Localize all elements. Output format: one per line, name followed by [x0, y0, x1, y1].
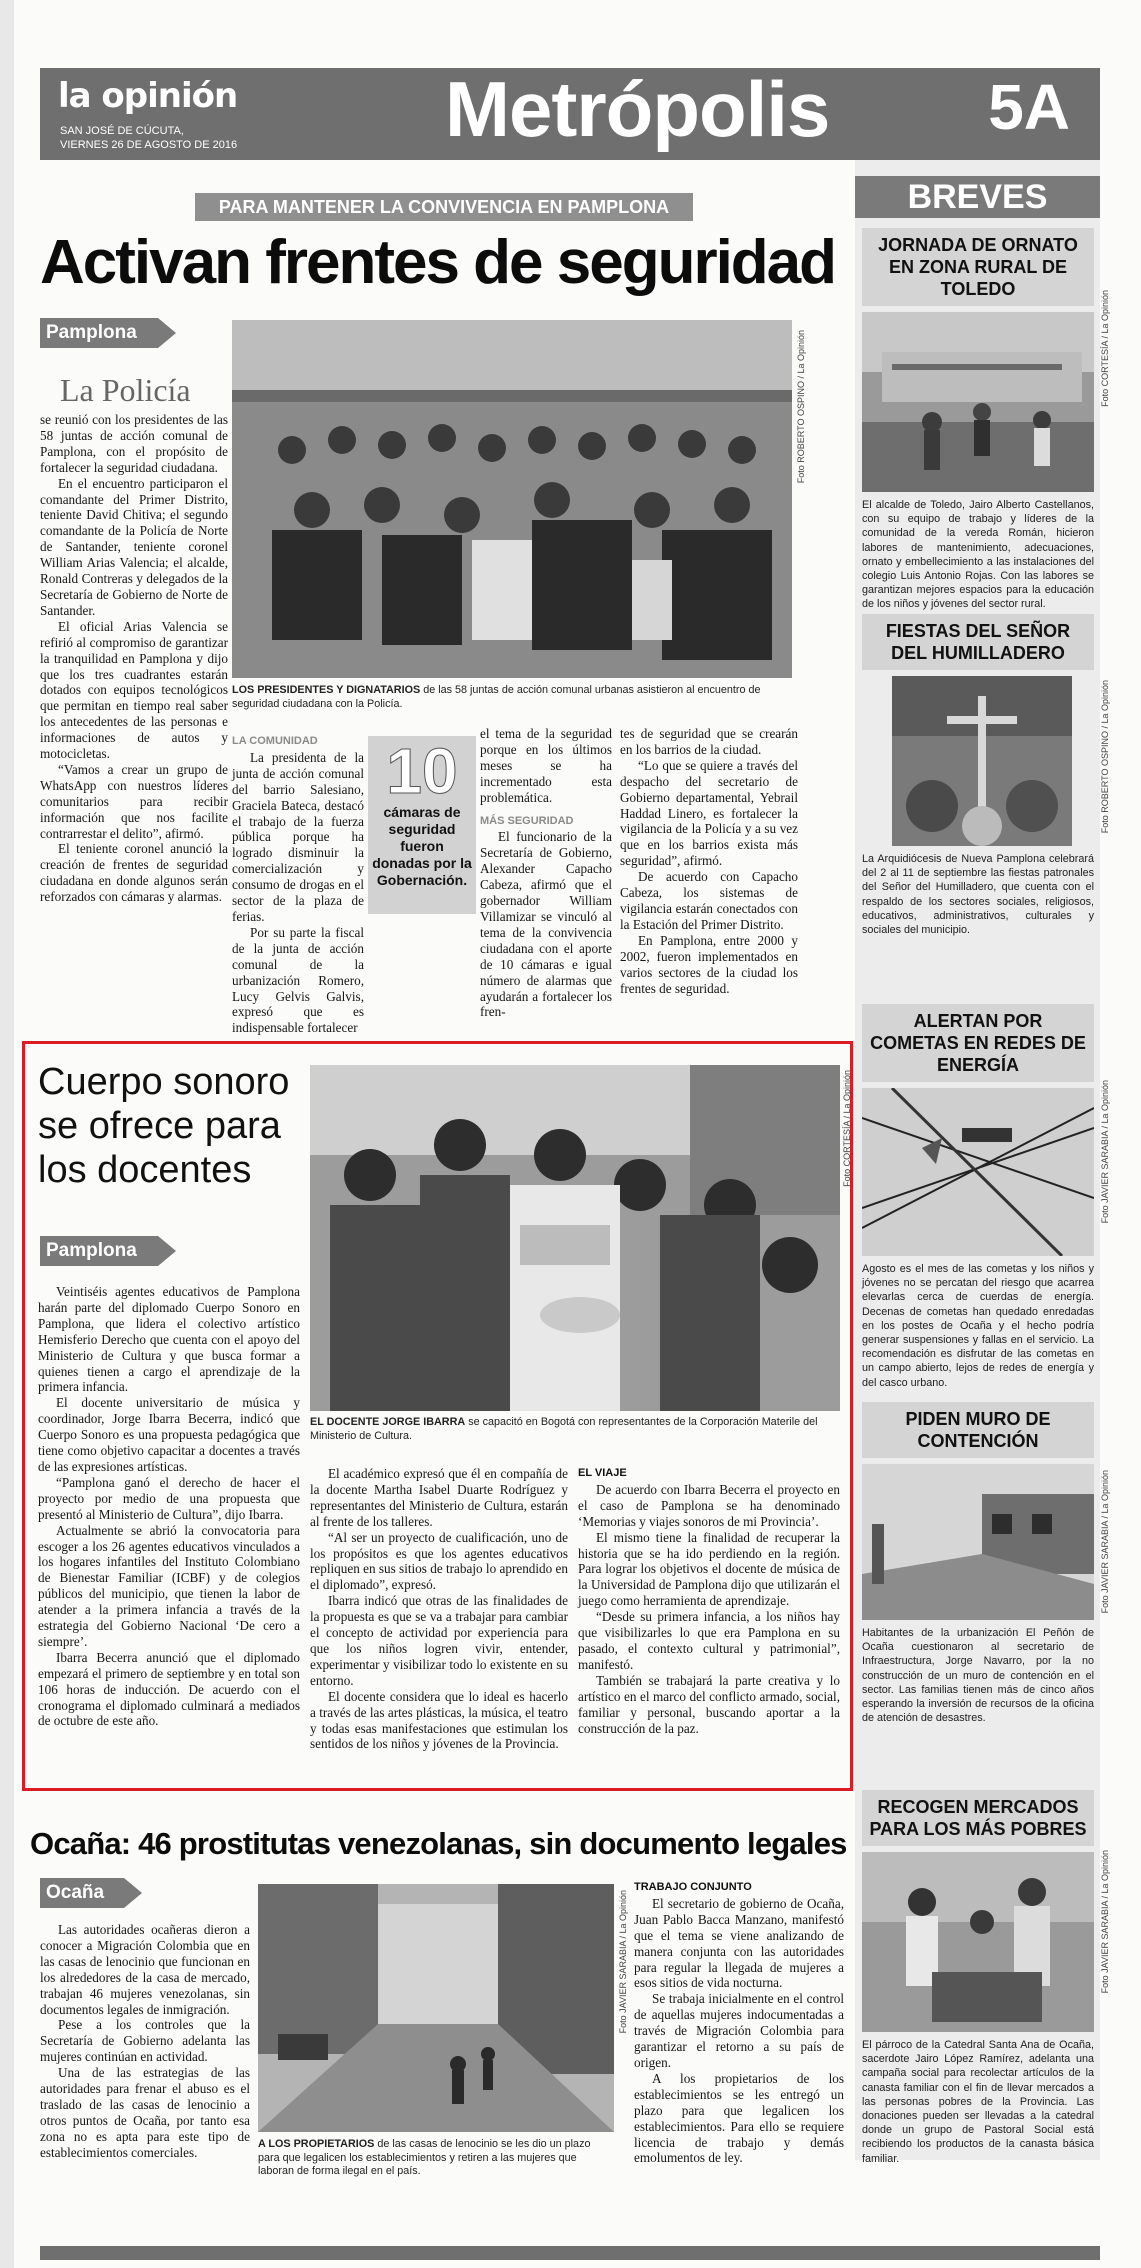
bottom-photo	[258, 1884, 614, 2132]
photo-workers-school	[862, 312, 1094, 492]
brief-photo-toledo	[862, 312, 1094, 492]
brief-title: PIDEN MURO DE CONTENCIÓN	[862, 1402, 1094, 1458]
brief-text: El párroco de la Catedral Santa Ana de Ocaña, sacerdote Jairo López Ramírez, adelanta una campaña social para recolectar artículos de la canasta familiar con el fin de llevar mercados a las personas pobres de la Provincia. Las donaciones pueden ser llevadas a la catedral donde un grupo de Pastoral Social está recibiendo los productos de la canasta básica familiar.	[862, 2039, 1094, 2165]
scan-edge	[0, 0, 14, 2268]
photo-teachers-group	[310, 1065, 840, 1411]
photo-street-houses	[862, 1464, 1094, 1620]
story-kicker: PARA MANTENER LA CONVIVENCIA EN PAMPLONA	[195, 193, 693, 221]
photo-priest-donations	[862, 1852, 1094, 2032]
highlight-column-1: Veintiséis agentes educativos de Pamplona harán parte del diplomado Cuerpo Sonoro en Pamplona, que lidera el colectivo artístico Hemisferio Derecho que cuenta con el apoyo del Ministerio de Cultura y que busca formar a quienes tienen a cargo el aprendizaje de la primera infancia. El docente universitario de música y coordinador, Jorge Ibarra Becerra, indicó que Cuerpo Sonoro es una propuesta pedagógica que tiene como objetivo capacitar a docentes a través de las expresiones artísticas. “Pamplona ganó el derecho de hacer el proyecto por medio de una propuesta que presentó al Ministerio de Cultura”, dijo Ibarra. Actualmente se abrió la convocatoria para escoger a los 26 agentes educativos vinculados a los hogares infantiles del Instituto Colombiano de Bienestar Familiar (ICBF) y de colegios públicos del municipio, que tienen la labor de atender a la primera infancia a través de la estrategia del Gobierno Nacional ‘De cero a siempre’. Ibarra Becerra anunció que el diplomado empezará el primero de septiembre y en total son 106 horas de inducción. De acuerdo con el cronograma el diplomado culminará a mediados de octubre de este año.	[38, 1284, 300, 1729]
brief-cometas	[862, 1004, 1094, 1390]
brief-photo-muro	[862, 1464, 1094, 1620]
photo-credit: Foto ROBERTO OSPINO / La Opinión	[796, 330, 806, 484]
photo-credit: Foto JAVIER SARABIA / La Opinión	[1100, 1470, 1110, 1614]
photo-credit: Foto CORTESÍA / La Opinión	[1100, 290, 1110, 407]
photo-credit: Foto CORTESÍA / La Opinión	[842, 1070, 852, 1187]
newspaper-logo: la opinión	[58, 76, 238, 116]
brief-humilladero	[862, 614, 1094, 937]
photo-meeting-audience	[232, 320, 792, 678]
photo-credit: Foto JAVIER SARABIA / La Opinión	[1100, 1080, 1110, 1224]
brief-text: La Arquidiócesis de Nueva Pamplona celebrará del 2 al 11 de septiembre las fiestas patronales del Señor del Humilladero, que cuenta con el respaldo de los sectores sociales, religiosos, educativos, administrativos, culturales y sociales del municipio.	[862, 853, 1094, 937]
main-column-3: el tema de la seguridad porque en los últimos meses se ha incrementado esta problemática. MÁS SEGURIDAD El funcionario de la Secretaría de Gobierno, Alexander Capacho Cabeza, afirmó que el gobernador William Villamizar se vinculó al tema de la convivencia ciudadana con el aporte de 10 cámaras e igual número de alarmas que ayudarán a fortalecer los fren-	[480, 726, 612, 1020]
photo-crucifix	[892, 676, 1072, 846]
brief-title: JORNADA DE ORNATO EN ZONA RURAL DE TOLEDO	[862, 228, 1094, 306]
fact-box	[368, 736, 476, 914]
lead-word: La Policía	[60, 372, 191, 408]
highlight-column-3: EL VIAJE De acuerdo con Ibarra Becerra el proyecto en el caso de Pamplona se ha denominado ‘Memorias y viajes sonoros de mi Provincia’. El mismo tiene la finalidad de recuperar la historia que se ha ido perdiendo en la región. Para lograr los objetivos el docente de música de la Universidad de Pamplona dijo que utilizarán el juego como herramienta de aprendizaje. “Desde su primera infancia, a los niños hay que visibilizarles lo que era Pamplona en su pasado, el contexto cultural y patrimonial”, manifestó. También se trabajará la parte creativa y lo artístico en el marco del conflicto armado, social, familiar y personal, buscando aportar a la construcción de la paz.	[578, 1467, 840, 1736]
bottom-column-1: Las autoridades ocañeras dieron a conocer a Migración Colombia que en las casas de lenocinio que funcionan en los alrededores de la casa de mercado, trabajan 46 mujeres venezolanas, sin documentos legales de inmigración. Pese a los controles que la Secretaría de Gobierno adelanta las mujeres continúan en actividad. Una de las estrategias de las autoridades para frenar el abuso es el traslado de las casas de lenocinio a otros puntos de Ocaña, por tanto esa zona no es apta para este tipo de establecimientos comerciales.	[40, 1922, 250, 2160]
photo-street-ocana	[258, 1884, 614, 2132]
main-column-1: se reunió con los presidentes de las 58 juntas de acción comunal de Pamplona, con el propósito de fortalecer la seguridad ciudadana. En el encuentro participaron el comandante del Primer Distrito, teniente David Chitiva; el segundo comandante de la Policía de Norte de Santander, teniente coronel William Arias Valencia; el alcalde, Ronald Contreras y delegados de la Secretaría de Gobierno de Norte de Santander. El oficial Arias Valencia se refirió al compromiso de garantizar la tranquilidad en Pamplona y dijo que los tres cuadrantes estarán dotados con equipos tecnológicos que permitan en tiempo real saber los antecedentes de las personas e informaciones de autos y motocicletas. “Vamos a crear un grupo de WhatsApp con nuestros líderes comunitarios para recibir información que nos facilite contrarrestar el delito”, afirmó. El teniente coronel anunció la creación de frentes de seguridad ciudadana en donde algunos serán reforzados con cámaras y alarmas.	[40, 412, 228, 905]
brief-text: El alcalde de Toledo, Jairo Alberto Castellanos, con su equipo de trabajo y líderes de la comunidad de la vereda Román, hicieron labores de mantenimiento, adecuaciones, ornato y embellecimiento a las instalaciones del colegio Luis Antonio Rojas. Con las labores se garantizan mejores espacios para la educación de los niños y jóvenes del sector rural.	[862, 499, 1094, 611]
location-tag: Ocaña	[40, 1878, 124, 1908]
brief-muro	[862, 1402, 1094, 1725]
highlight-headline: Cuerpo sonoro se ofrece para los docentes	[38, 1061, 290, 1191]
main-headline: Activan frentes de seguridad	[40, 228, 836, 297]
highlight-column-2: El académico expresó que él en compañía de la docente Martha Isabel Duarte Rodríguez y representantes del Ministerio de Cultura, estarán al frente de los talleres. “Al ser un proyecto de cualificación, uno de los propósitos es que los agentes educativos repliquen en sus sitios de trabajo lo aprendido en el diplomado”, expresó. Ibarra indicó que otras de las finalidades de la propuesta es que se va a trabajar para cambiar el concepto de actividad por experiencia para que los niños logren vivir, entender, experimentar y visibilizar todo lo existente en su entorno. El docente considera que lo ideal es hacerlo a través de las artes plásticas, la música, el teatro y todas esas manifestaciones que estimulan los sentidos de los niños y jóvenes de la Provincia.	[310, 1466, 568, 1752]
brief-photo-humilladero	[892, 676, 1072, 846]
page-number: 5A	[988, 71, 1070, 143]
location: SAN JOSÉ DE CÚCUTA,	[60, 125, 184, 137]
location-tag: Pamplona	[40, 1236, 158, 1266]
photo-power-lines	[862, 1088, 1094, 1256]
main-photo-caption: LOS PRESIDENTES Y DIGNATARIOS de las 58 juntas de acción comunal urbanas asistieron al encuentro de seguridad ciudadana con la Policía.	[232, 684, 761, 710]
bottom-column-2: TRABAJO CONJUNTO El secretario de gobierno de Ocaña, Juan Pablo Bacca Manzano, manifestó que el tema se viene analizando de manera conjunta con las autoridades para regular la llegada de mujeres a esos sitios de vida nocturna. Se trabaja inicialmente en el control de aquellas mujeres indocumentadas a través de Migración Colombia para garantizar el retorno a su país de origen. A los propietarios de los establecimientos se les entregó un plazo para que legalicen los establecimientos. Para ello se requiere licencia de trabajo y demás emolumentos de ley.	[634, 1881, 844, 2166]
fact-text: cámaras de seguridad fueron donadas por la Gobernación.	[372, 804, 472, 888]
brief-title: RECOGEN MERCADOS PARA LOS MÁS POBRES	[862, 1790, 1094, 1846]
photo-credit: Foto ROBERTO OSPINO / La Opinión	[1100, 680, 1110, 834]
photo-credit: Foto JAVIER SARABIA / La Opinión	[618, 1890, 628, 2034]
photo-credit: Foto JAVIER SARABIA / La Opinión	[1100, 1850, 1110, 1994]
footer-bar	[40, 2246, 1100, 2260]
main-column-2: LA COMUNIDAD La presidenta de la junta de acción comunal del barrio Salesiano, Graciela Bateca, destacó el trabajo de la fuerza pública porque ha logrado disminuir la comercialización y consumo de drogas en el sector de la plaza de ferias. Por su parte la fiscal de la junta de acción comunal de la urbanización Romero, Lucy Gelvis Galvis, expresó que es indispensable fortalecer	[232, 735, 364, 1036]
brief-toledo	[862, 228, 1094, 612]
highlight-photo-caption: EL DOCENTE JORGE IBARRA se capacitó en Bogotá con representantes de la Corporación Materile del Ministerio de Cultura.	[310, 1416, 818, 1442]
location-tag: Pamplona	[40, 318, 158, 348]
main-column-4: tes de seguridad que se crearán en los barrios de la ciudad. “Lo que se quiere a través del despacho del secretario de Gobierno departamental, Yebrail Haddad Linero, es fortalecer la vigilancia de la Policía y a su vez que en los barrios exista más seguridad”, afirmó. De acuerdo con Capacho Cabeza, los sistemas de vigilancia estarán conectados con la Estación del Primer Distrito. En Pamplona, entre 2000 y 2002, fueron implementados en varios sectores de la ciudad los frentes de seguridad.	[620, 726, 798, 996]
brief-title: ALERTAN POR COMETAS EN REDES DE ENERGÍA	[862, 1004, 1094, 1082]
brief-photo-cometas	[862, 1088, 1094, 1256]
section-title: Metrópolis	[445, 65, 830, 153]
dateline	[60, 124, 237, 152]
brief-mercados	[862, 1790, 1094, 2166]
masthead	[40, 65, 1100, 160]
brief-title: FIESTAS DEL SEÑOR DEL HUMILLADERO	[862, 614, 1094, 670]
brief-photo-mercados	[862, 1852, 1094, 2032]
main-photo	[232, 320, 792, 678]
brief-text: Habitantes de la urbanización El Peñón de Ocaña cuestionaron al secretario de Infraestructura, Jorge Navarro, por la no construcción de un muro de contención en el sector. Las familias tienen más de cinco años esperando la inversión de recursos de la oficina de atención de desastres.	[862, 1627, 1094, 1725]
fact-number: 10	[386, 735, 458, 807]
bottom-headline: Ocaña: 46 prostitutas venezolanas, sin documento legales	[30, 1826, 847, 1861]
date: VIERNES 26 DE AGOSTO DE 2016	[60, 139, 238, 151]
breves-title: BREVES	[855, 176, 1100, 218]
brief-text: Agosto es el mes de las cometas y los niños y jóvenes no se percatan del riesgo que acarrea elevarlas cerca de cuerdas de energía. Decenas de cometas han quedado enredadas en los postes de Ocaña y el hecho podría generar suspensiones y fallas en el servicio. La recomendación es disfrutar de las cometas en un campo abierto, lejos de redes de energía y del casco urbano.	[862, 1263, 1094, 1389]
highlight-photo	[310, 1065, 840, 1411]
bottom-photo-caption: A LOS PROPIETARIOS de las casas de lenocinio se les dio un plazo para que legalicen los establecimientos y retiren a las mujeres que laboran de forma ilegal en el país.	[258, 2138, 591, 2177]
